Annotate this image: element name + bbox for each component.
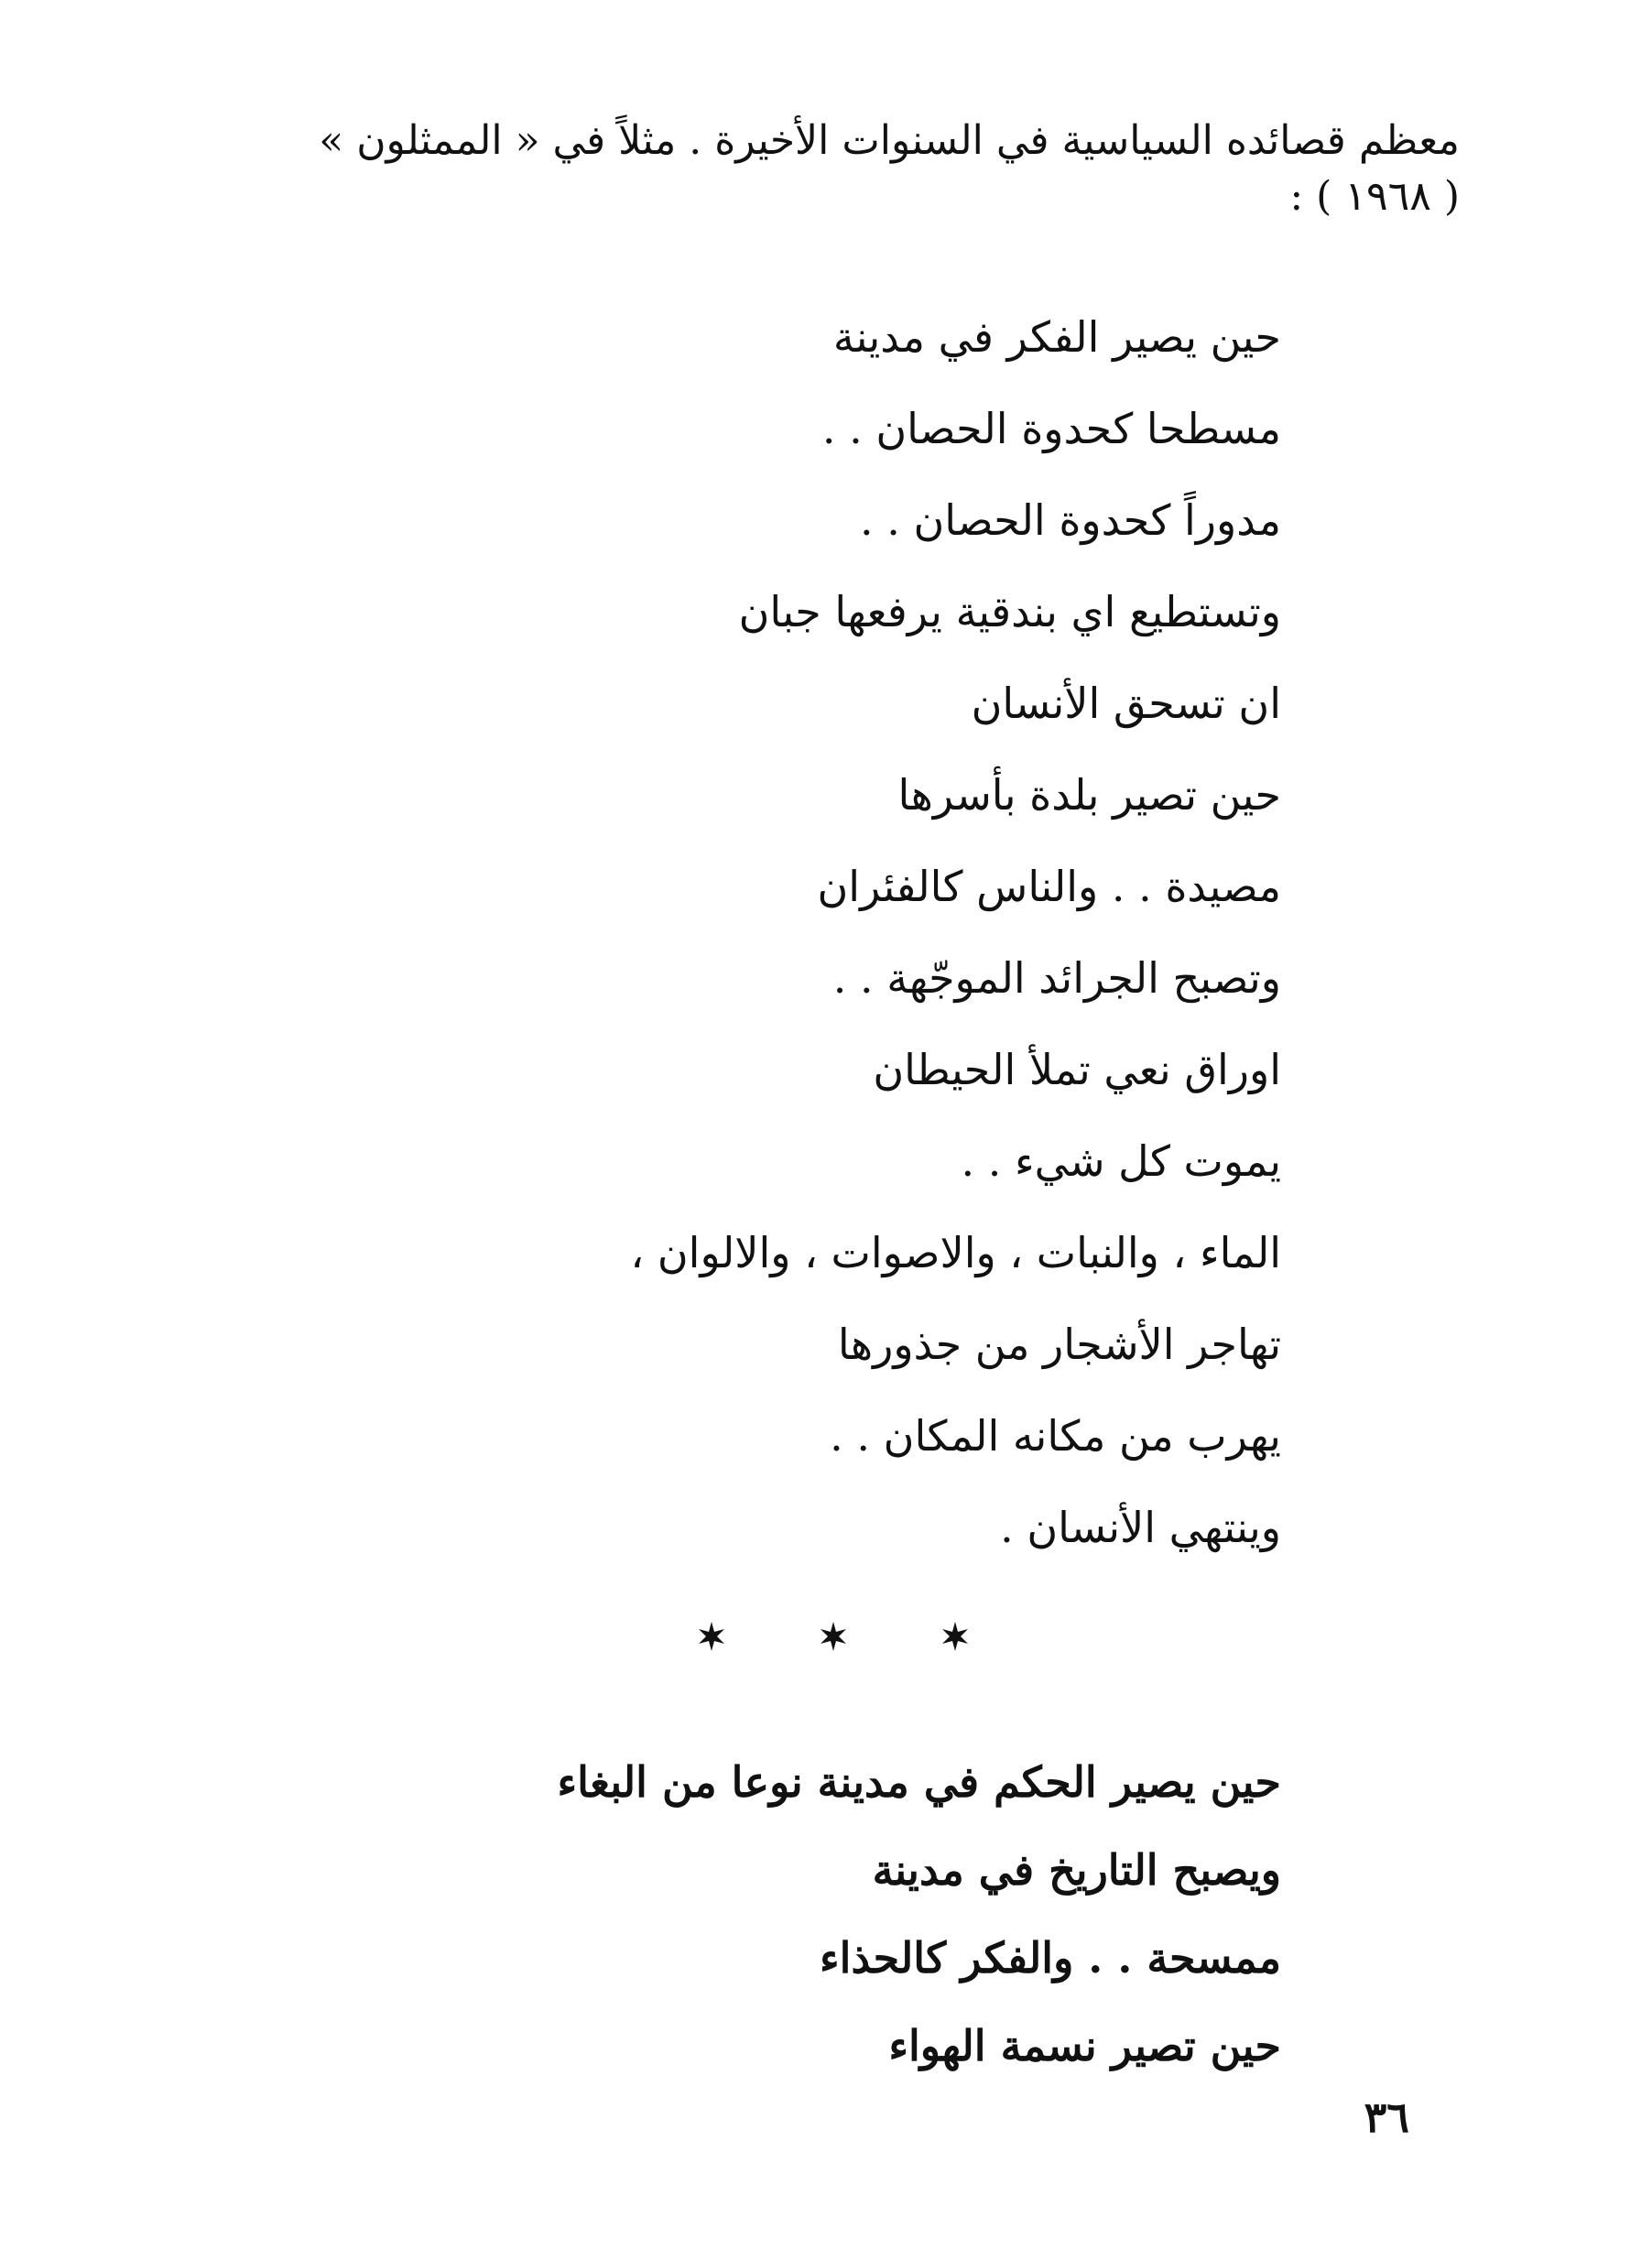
- poem-line: حين يصير الفكر في مدينة: [832, 312, 1281, 362]
- page-number: ٣٦: [1364, 2092, 1409, 2142]
- poem-line: اوراق نعي تملأ الحيطان: [873, 1045, 1281, 1094]
- section-separator: [696, 1621, 971, 1652]
- poem-line: مصيدة . . والناس كالفئران: [817, 862, 1281, 911]
- poem-stanza-1: [274, 291, 1281, 1573]
- intro-paragraph: [196, 117, 1460, 222]
- poem-line: ان تسحق الأنسان: [971, 679, 1281, 728]
- poem-line: مدوراً كحدوة الحصان . .: [860, 495, 1281, 545]
- poem-line: مسطحا كحدوة الحصان . .: [821, 404, 1281, 453]
- poem-line: تهاجر الأشجار من جذورها: [837, 1320, 1281, 1369]
- poem-line: الماء ، والنبات ، والاصوات ، والالوان ،: [630, 1228, 1281, 1277]
- poem-stanza-2: [274, 1738, 1281, 2090]
- intro-line-1: معظم قصائده السياسية في السنوات الأخيرة . مثلاً في « الممثلون »: [319, 117, 1460, 164]
- poem-line: يموت كل شيء . .: [961, 1136, 1281, 1186]
- asterisk-star-icon: [940, 1621, 971, 1652]
- poem-line: وتستطيع اي بندقية يرفعها جبان: [738, 587, 1281, 636]
- poem-line: ممسحة . . والفكر كالحذاء: [820, 1933, 1281, 1983]
- poem-line: وتصبح الجرائد الموجّهة . .: [832, 953, 1281, 1003]
- poem-line: يهرب من مكانه المكان . .: [830, 1411, 1281, 1461]
- intro-line-2: ( ١٩٦٨ ) :: [1289, 172, 1460, 220]
- poem-line: وينتهي الأنسان .: [1000, 1503, 1281, 1552]
- asterisk-star-icon: [696, 1621, 727, 1652]
- poem-line: حين تصير بلدة بأسرها: [897, 770, 1281, 820]
- poem-line: حين يصير الحكم في مدينة نوعا من البغاء: [557, 1757, 1281, 1807]
- poem-line: حين تصير نسمة الهواء: [888, 2021, 1281, 2070]
- asterisk-star-icon: [818, 1621, 849, 1652]
- poem-line: ويصبح التاريخ في مدينة: [872, 1845, 1281, 1895]
